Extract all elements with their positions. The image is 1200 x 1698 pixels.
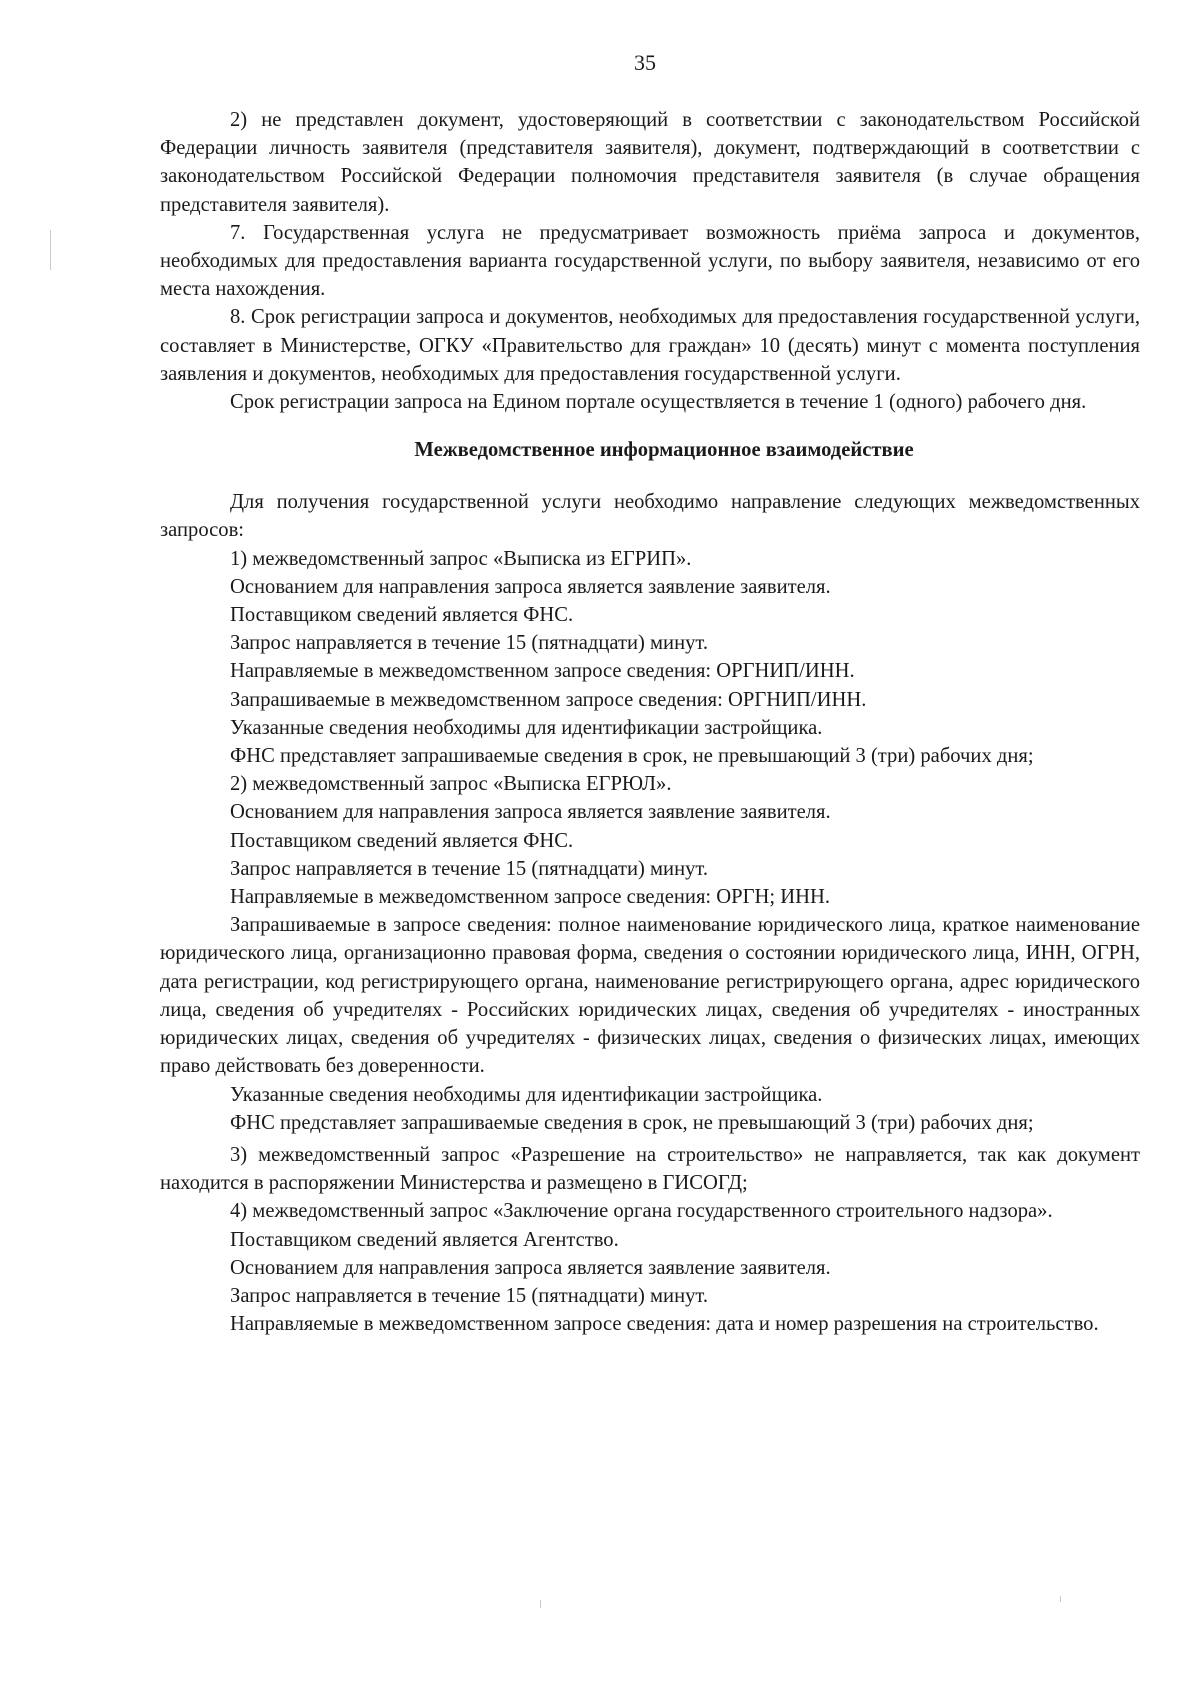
request-1-basis: Основанием для направления запроса является заявление заявителя. <box>230 575 831 598</box>
paragraph-item-8: 8. Срок регистрации запроса и документов, необходимых для предоставления государственной услуги, составляет в Министерстве, ОГКУ «Правительство для граждан» 10 (десять) минут с момента поступления заявления и документов, необходимых для предоставления государственной услуги. <box>160 306 1140 385</box>
request-4-title: 4) межведомственный запрос «Заключение органа государственного строительного надзора». <box>230 1200 1053 1223</box>
request-1-supplier: Поставщиком сведений является ФНС. <box>230 604 574 627</box>
request-3-text: 3) межведомственный запрос «Разрешение на строительство» не направляется, так как документ находится в распоряжении Министерства и размещено в ГИСОГД; <box>160 1143 1140 1195</box>
paragraph-item-7: 7. Государственная услуга не предусматривает возможность приёма запроса и документов, необходимых для предоставления варианта государственной услуги, по выбору заявителя, независимо от его места нахождения. <box>160 221 1140 301</box>
request-4-timing: Запрос направляется в течение 15 (пятнадцати) минут. <box>230 1284 708 1307</box>
request-2-deadline: ФНС представляет запрашиваемые сведения в срок, не превышающий 3 (три) рабочих дня; <box>230 1111 1034 1134</box>
request-1-timing: Запрос направляется в течение 15 (пятнадцати) минут. <box>230 632 708 655</box>
document-body <box>160 106 1140 1338</box>
request-2-sent-data: Направляемые в межведомственном запросе сведения: ОРГН; ИНН. <box>230 886 831 909</box>
request-4-sent-data: Направляемые в межведомственном запросе сведения: дата и номер разрешения на строительство. <box>230 1313 1099 1336</box>
request-2-title: 2) межведомственный запрос «Выписка ЕГРЮЛ». <box>230 773 672 796</box>
scan-artifact-bottom-right <box>1060 1596 1061 1602</box>
request-2-basis: Основанием для направления запроса является заявление заявителя. <box>230 801 831 824</box>
paragraph-identity-document: 2) не представлен документ, удостоверяющий в соответствии с законодательством Российской Федерации личность заявителя (представителя заявителя), документ, подтверждающий в соответствии с законодательством Российской Федерации полномочия представителя заявителя (в случае обращения представителя заявителя). <box>160 109 1140 216</box>
section-title: Межведомственное информационное взаимодействие <box>414 439 914 462</box>
page-number: 35 <box>634 50 656 75</box>
request-1-purpose: Указанные сведения необходимы для идентификации застройщика. <box>230 716 823 739</box>
section-lead: Для получения государственной услуги необходимо направление следующих межведомственных запросов: <box>160 491 1140 542</box>
request-2-requested-data: Запрашиваемые в запросе сведения: полное наименование юридического лица, краткое наименование юридического лица, организационно правовая форма, сведения о состоянии юридического лица, ИНН, ОГРН, дата регистрации, код регистрирующего органа, наименование регистрирующего органа, адрес юридического лица, сведения об учредителях - Российских юридических лицах, сведения об учредителях - иностранных юридических лицах, сведения об учредителях - физических лицах, сведения о физических лицах, имеющих право действовать без доверенности. <box>160 914 1140 1078</box>
scan-artifact-left <box>50 230 51 270</box>
request-1-deadline: ФНС представляет запрашиваемые сведения в срок, не превышающий 3 (три) рабочих дня; <box>230 745 1034 768</box>
request-1-title: 1) межведомственный запрос «Выписка из ЕГРИП». <box>230 547 692 570</box>
request-1-sent-data: Направляемые в межведомственном запросе сведения: ОРГНИП/ИНН. <box>230 660 855 683</box>
request-2-timing: Запрос направляется в течение 15 (пятнадцати) минут. <box>230 857 708 880</box>
request-2-supplier: Поставщиком сведений является ФНС. <box>230 829 574 852</box>
request-4-basis: Основанием для направления запроса является заявление заявителя. <box>230 1256 831 1279</box>
scan-artifact-bottom <box>540 1600 541 1608</box>
paragraph-portal-registration: Срок регистрации запроса на Едином портале осуществляется в течение 1 (одного) рабочего дня. <box>230 391 1087 414</box>
request-2-purpose: Указанные сведения необходимы для идентификации застройщика. <box>230 1083 823 1106</box>
request-1-requested-data: Запрашиваемые в межведомственном запросе сведения: ОРГНИП/ИНН. <box>230 688 867 711</box>
request-4-supplier: Поставщиком сведений является Агентство. <box>230 1228 619 1251</box>
